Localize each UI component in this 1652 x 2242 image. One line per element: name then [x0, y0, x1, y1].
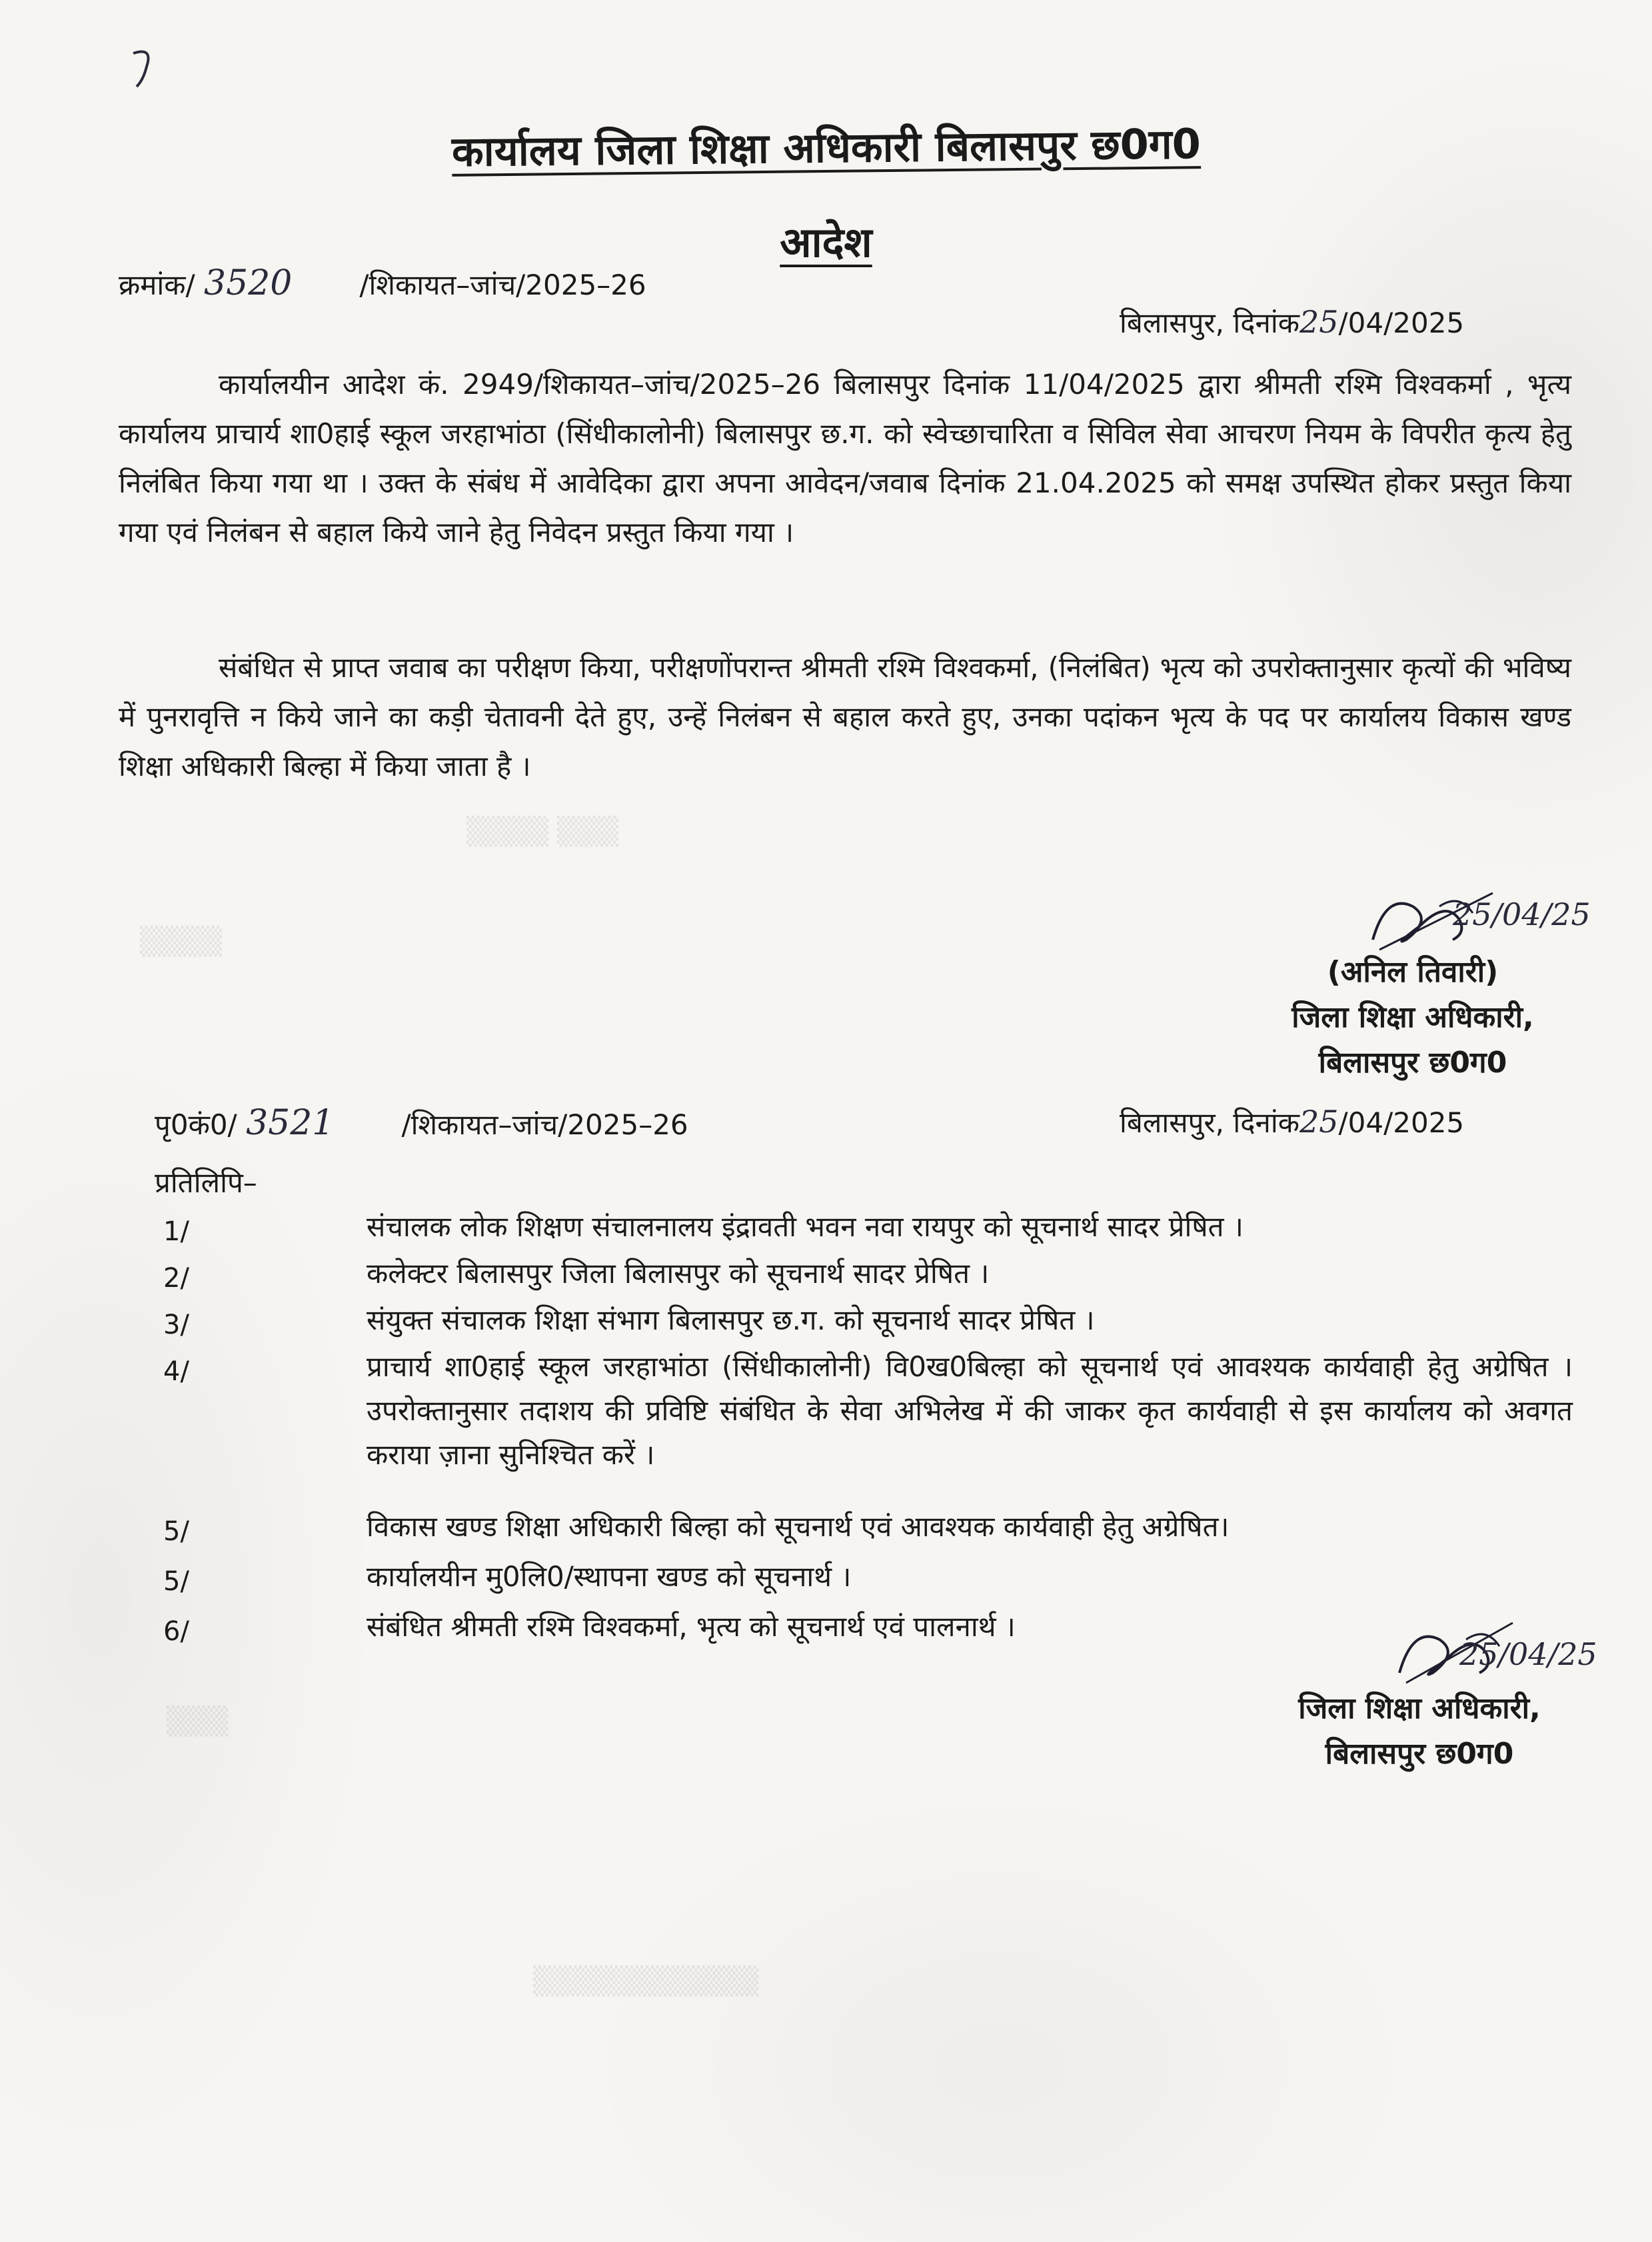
- bleed-through-artifact: ▒▒▒▒▒▒▒▒▒▒▒: [533, 1966, 759, 1997]
- endorsement-ref-prefix: पृ0कं0/: [155, 1108, 237, 1141]
- signatory-2-block: [1253, 1686, 1586, 1777]
- signatory-1-block: [1239, 950, 1586, 1086]
- signature-2-date-handwritten: 25/04/25: [1459, 1636, 1597, 1672]
- order-date-prefix: बिलासपुर, दिनांक: [1120, 307, 1299, 339]
- endorsement-number-handwritten: 3521: [246, 1103, 335, 1143]
- signatory-2-designation: जिला शिक्षा अधिकारी,: [1298, 1691, 1541, 1725]
- copy-item-number: 1/: [163, 1216, 189, 1247]
- endorsement-date-prefix: बिलासपुर, दिनांक: [1120, 1106, 1299, 1139]
- signatory-1-place: बिलासपुर छ0ग0: [1318, 1046, 1507, 1080]
- body-paragraph-1: कार्यालयीन आदेश कं. 2949/शिकायत–जांच/2025–26 बिलासपुर दिनांक 11/04/2025 द्वारा श्रीमती रश्मि विश्वकर्मा , भृत्य कार्यालय प्राचार्य शा0हाई स्कूल जरहाभांठा (सिंधीकालोनी) बिलासपुर छ.ग. को स्वेच्छाचारिता व सिविल सेवा आचरण नियम के विपरीत कृत्य हेतु निलंबित किया गया था । उक्त के संबंध में आवेदिका द्वारा अपना आवेदन/जवाब दिनांक 21.04.2025 को समक्ष उपस्थित होकर प्रस्तुत किया गया एवं निलंबन से बहाल किये जाने हेतु निवेदन प्रस्तुत किया गया ।: [119, 368, 1571, 549]
- order-ref-prefix: क्रमांक/: [119, 269, 195, 301]
- endorsement-ref-suffix: /शिकायत–जांच/2025–26: [401, 1108, 688, 1141]
- signature-1-date-handwritten: 25/04/25: [1453, 896, 1591, 932]
- order-date-rest: /04/2025: [1338, 307, 1465, 339]
- order-ref-suffix: /शिकायत–जांच/2025–26: [359, 269, 646, 301]
- order-title: आदेश: [780, 218, 872, 267]
- copy-item-text: कलेक्टर बिलासपुर जिला बिलासपुर को सूचनार्थ सादर प्रेषित ।: [367, 1257, 990, 1290]
- endorsement-reference: [155, 1103, 688, 1143]
- endorsement-date-rest: /04/2025: [1338, 1106, 1465, 1139]
- copy-item-number: 4/: [163, 1356, 189, 1387]
- order-date-day-handwritten: 25: [1299, 304, 1339, 340]
- copy-item-text: संचालक लोक शिक्षण संचालनालय इंद्रावती भवन नवा रायपुर को सूचनार्थ सादर प्रेषित ।: [367, 1210, 1243, 1243]
- signatory-2-place: बिलासपुर छ0ग0: [1325, 1737, 1514, 1771]
- order-reference: [119, 263, 646, 303]
- endorsement-date-day-handwritten: 25: [1299, 1104, 1339, 1140]
- copy-item-text: संबंधित श्रीमती रश्मि विश्वकर्मा, भृत्य को सूचनार्थ एवं पालनार्थ ।: [367, 1610, 1016, 1643]
- copy-item-text: विकास खण्ड शिक्षा अधिकारी बिल्हा को सूचनार्थ एवं आवश्यक कार्यवाही हेतु अग्रेषित।: [367, 1510, 1230, 1543]
- copy-item-text: प्राचार्य शा0हाई स्कूल जरहाभांठा (सिंधीकालोनी) वि0ख0बिल्हा को सूचनार्थ एवं आवश्यक कार्यवाही हेतु अग्रेषित । उपरोक्तानुसार तदाशय की प्रविष्टि संबंधित के सेवा अभिलेख में की जाकर कृत कार्यवाही से इस कार्यालय को अवगत कराया ज़ाना सुनिश्चित करें ।: [367, 1350, 1573, 1471]
- endorsement-place-date: [1120, 1103, 1464, 1141]
- copy-to-heading: प्रतिलिपि–: [155, 1166, 257, 1199]
- copy-item-text: संयुक्त संचालक शिक्षा संभाग बिलासपुर छ.ग. को सूचनार्थ सादर प्रेषित ।: [367, 1304, 1095, 1336]
- bleed-through-artifact: ▒▒▒▒ ▒▒▒: [466, 816, 619, 847]
- copy-item-number: 5/: [163, 1516, 189, 1547]
- copy-item-number: 3/: [163, 1310, 189, 1340]
- office-title: कार्यालय जिला शिक्षा अधिकारी बिलासपुर छ0ग0: [451, 119, 1201, 176]
- body-paragraph-2: संबंधित से प्राप्त जवाब का परीक्षण किया, परीक्षणोंपरान्त श्रीमती रश्मि विश्वकर्मा, (निलंबित) भृत्य को उपरोक्तानुसार कृत्यों की भविष्य में पुनरावृत्ति न किये जाने का कड़ी चेतावनी देते हुए, उन्हें निलंबन से बहाल करते हुए, उनका पदांकन भृत्य के पद पर कार्यालय विकास खण्ड शिक्षा अधिकारी बिल्हा में किया जाता है ।: [119, 651, 1571, 782]
- bleed-through-artifact: ▒▒▒▒: [140, 926, 223, 957]
- signatory-1-designation: जिला शिक्षा अधिकारी,: [1291, 1000, 1534, 1034]
- copy-item-number: 6/: [163, 1616, 189, 1647]
- pen-mark-icon: [127, 40, 167, 93]
- signatory-1-name: (अनिल तिवारी): [1327, 955, 1499, 989]
- copy-item-text: कार्यालयीन मु0लि0/स्थापना खण्ड को सूचनार्थ ।: [367, 1560, 852, 1593]
- copy-item-number: 2/: [163, 1263, 189, 1294]
- order-place-date: [1120, 303, 1464, 341]
- bleed-through-artifact: ▒▒▒: [167, 1706, 229, 1737]
- copy-item-number: 5/: [163, 1566, 189, 1597]
- order-number-handwritten: 3520: [204, 263, 293, 303]
